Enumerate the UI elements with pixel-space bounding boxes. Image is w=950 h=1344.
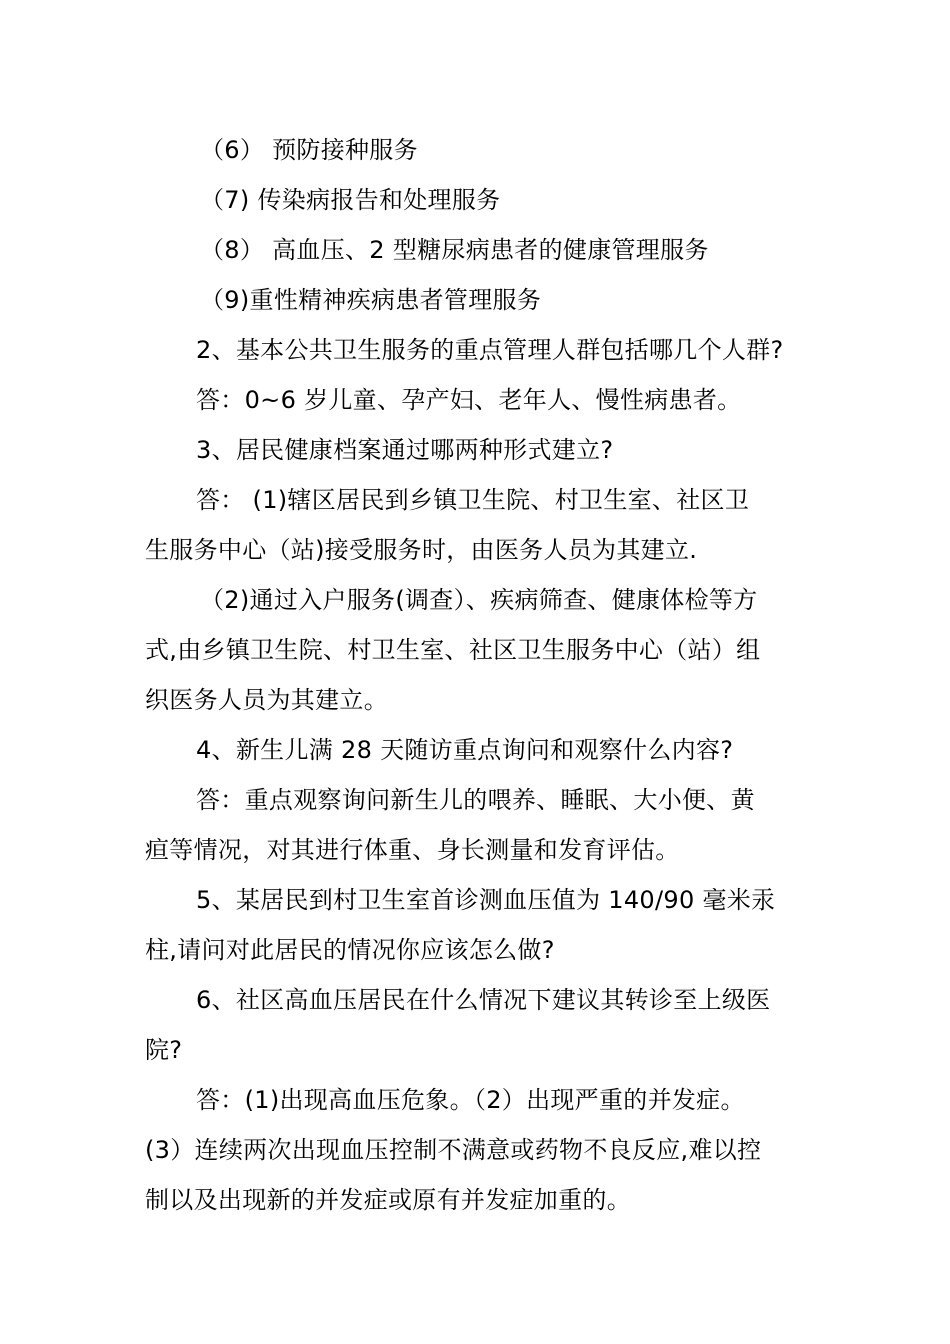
text-line: （9)重性精神疾病患者管理服务 bbox=[200, 286, 542, 314]
text-line: （2)通过入户服务(调查）、疾病筛查、健康体检等方 bbox=[200, 586, 758, 614]
answer-line: 答：0~6 岁儿童、孕产妇、老年人、慢性病患者。 bbox=[196, 386, 742, 414]
question-line: 5、某居民到村卫生室首诊测血压值为 140/90 毫米汞 bbox=[196, 886, 776, 914]
text-line: （6） 预防接种服务 bbox=[200, 136, 418, 164]
answer-line: 答： (1)辖区居民到乡镇卫生院、村卫生室、社区卫 bbox=[196, 486, 750, 514]
text-line: (3）连续两次出现血压控制不满意或药物不良反应,难以控 bbox=[145, 1136, 762, 1164]
text-line: 疸等情况，对其进行体重、身长测量和发育评估。 bbox=[145, 836, 680, 864]
text-line: （8） 高血压、2 型糖尿病患者的健康管理服务 bbox=[200, 236, 709, 264]
text-line: （7) 传染病报告和处理服务 bbox=[200, 186, 501, 214]
question-line: 4、新生儿满 28 天随访重点询问和观察什么内容? bbox=[196, 736, 734, 764]
question-line: 2、基本公共卫生服务的重点管理人群包括哪几个人群? bbox=[196, 336, 784, 364]
text-line: 式,由乡镇卫生院、村卫生室、社区卫生服务中心（站）组 bbox=[145, 636, 761, 664]
question-line: 3、居民健康档案通过哪两种形式建立? bbox=[196, 436, 614, 464]
answer-line: 答：重点观察询问新生儿的喂养、睡眠、大小便、黄 bbox=[196, 786, 755, 814]
question-line: 6、社区高血压居民在什么情况下建议其转诊至上级医 bbox=[196, 986, 771, 1014]
text-line: 制以及出现新的并发症或原有并发症加重的。 bbox=[145, 1186, 631, 1214]
text-line: 柱,请问对此居民的情况你应该怎么做? bbox=[145, 936, 555, 964]
text-line: 织医务人员为其建立。 bbox=[145, 686, 388, 714]
text-line: 生服务中心（站)接受服务时，由医务人员为其建立. bbox=[145, 536, 698, 564]
answer-line: 答：(1)出现高血压危象。（2）出现严重的并发症。 bbox=[196, 1086, 745, 1114]
text-line: 院? bbox=[145, 1036, 183, 1064]
